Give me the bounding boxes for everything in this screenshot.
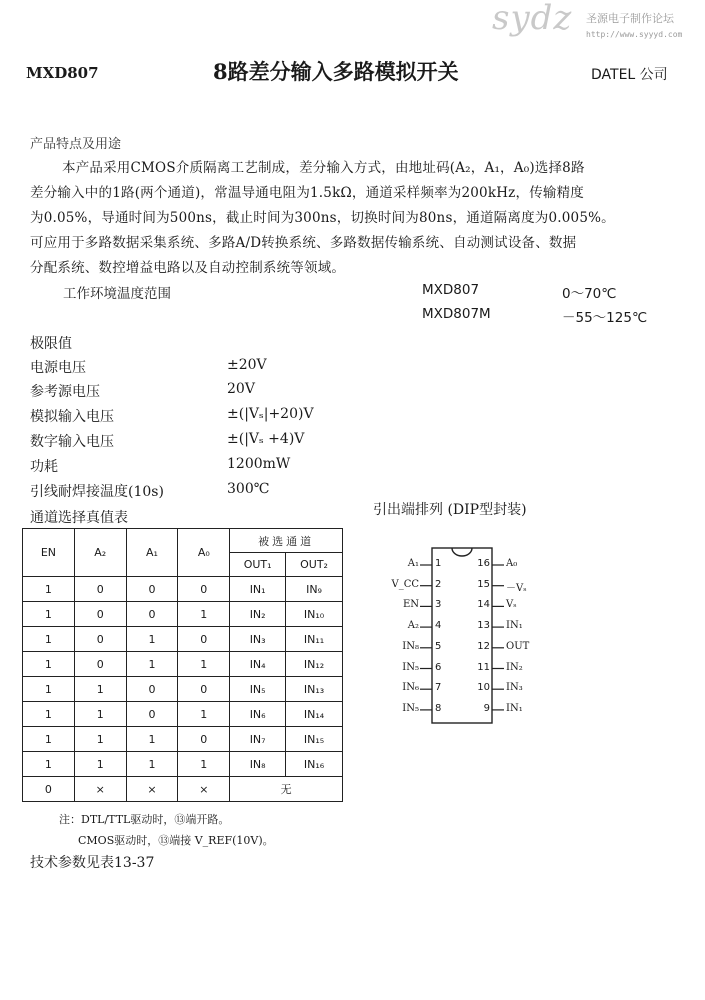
column-group-header: 被选通道 <box>230 529 343 553</box>
table-cell: 0 <box>178 577 230 602</box>
table-cell: IN₁₂ <box>286 652 343 677</box>
table-row <box>23 627 343 652</box>
watermark-site-name: 圣源电子制作论坛 <box>586 12 674 25</box>
table-cell: IN₁₃ <box>286 677 343 702</box>
limit-value: ±(|Vₛ +4)V <box>227 431 305 447</box>
table-cell: 0 <box>178 627 230 652</box>
pin-name: －Vₛ <box>506 582 527 594</box>
watermark-url: http://www.syyyd.com <box>586 30 683 39</box>
table-cell: 1 <box>23 752 75 777</box>
table-cell: IN₁₁ <box>286 627 343 652</box>
table-cell: 0 <box>126 577 178 602</box>
pin-name: V_CC <box>391 578 419 590</box>
table-row <box>23 602 343 627</box>
truth-table <box>22 528 343 802</box>
column-header: EN <box>23 529 75 577</box>
pin-number: 13 <box>477 620 490 632</box>
table-cell: 1 <box>126 627 178 652</box>
limit-value: 20V <box>227 381 255 397</box>
limit-label: 电源电压 <box>30 360 86 376</box>
temp-model: MXD807 <box>422 282 480 298</box>
features-heading: 产品特点及用途 <box>30 137 122 152</box>
table-cell: × <box>178 777 230 802</box>
table-cell: 1 <box>74 702 126 727</box>
pin-name: A₁ <box>407 558 419 569</box>
table-cell: IN₁₆ <box>286 752 343 777</box>
table-row <box>23 577 343 602</box>
limit-label: 模拟输入电压 <box>30 409 114 425</box>
temp-range: 0～70℃ <box>562 286 617 302</box>
pin-name: IN₈ <box>402 640 419 652</box>
table-cell: IN₁₅ <box>286 727 343 752</box>
pin-number: 7 <box>435 682 442 694</box>
table-cell: 1 <box>126 727 178 752</box>
company-name: DATEL 公司 <box>591 67 668 83</box>
table-cell: IN₁₀ <box>286 602 343 627</box>
pin-number: 12 <box>477 640 490 652</box>
table-cell: 1 <box>126 752 178 777</box>
table-cell: 1 <box>74 727 126 752</box>
pin-name: A₂ <box>407 620 419 632</box>
table-cell: IN₁ <box>230 577 286 602</box>
table-cell: 0 <box>126 702 178 727</box>
table-cell: IN₆ <box>230 702 286 727</box>
pin-number: 16 <box>477 558 490 569</box>
table-cell: 0 <box>178 677 230 702</box>
table-cell: 1 <box>126 652 178 677</box>
limit-value: 300℃ <box>227 481 270 497</box>
table-cell: IN₅ <box>230 677 286 702</box>
table-row <box>23 727 343 752</box>
pin-number: 5 <box>435 640 442 652</box>
pin-name: IN₃ <box>506 682 523 694</box>
table-cell: 1 <box>23 727 75 752</box>
table-cell: 1 <box>23 577 75 602</box>
table-cell: 1 <box>74 752 126 777</box>
pin-number: 4 <box>435 620 442 632</box>
pin-number: 9 <box>483 702 490 714</box>
truth-table-body <box>23 577 343 802</box>
note-line: CMOS驱动时，⑬端接 V_REF(10V)。 <box>78 834 274 847</box>
pin-name: IN₁ <box>506 620 523 632</box>
table-cell: IN₃ <box>230 627 286 652</box>
temp-model: MXD807M <box>422 306 491 322</box>
table-row <box>23 677 343 702</box>
table-cell: IN₂ <box>230 602 286 627</box>
limit-value: ±(|Vₛ|+20)V <box>227 406 314 422</box>
column-header: A₁ <box>126 529 178 577</box>
table-cell: 1 <box>74 677 126 702</box>
temp-range-label: 工作环境温度范围 <box>63 286 171 302</box>
pin-number: 11 <box>477 661 490 673</box>
pin-number: 1 <box>435 558 442 569</box>
table-cell: 1 <box>178 602 230 627</box>
table-cell: IN₇ <box>230 727 286 752</box>
table-cell: 0 <box>74 577 126 602</box>
table-cell: 0 <box>74 602 126 627</box>
pin-name: OUT <box>506 640 530 652</box>
table-row <box>23 752 343 777</box>
pin-name: EN <box>402 599 419 611</box>
pin-number: 10 <box>477 682 490 694</box>
table-cell: 0 <box>74 627 126 652</box>
column-header: OUT₂ <box>286 553 343 577</box>
table-cell: IN₈ <box>230 752 286 777</box>
limit-value: ±20V <box>227 357 267 373</box>
table-cell: 1 <box>23 702 75 727</box>
table-cell: × <box>74 777 126 802</box>
pinout-heading: 引出端排列 (DIP型封装) <box>373 502 527 518</box>
features-line: 为0.05%，导通时间为500ns，截止时间为300ns，切换时间为80ns，通道隔离度为0.005%。 <box>30 210 615 226</box>
features-line: 差分输入中的1路(两个通道)，常温导通电阻为1.5kΩ，通道采样频率为200kHz，传输精度 <box>30 185 584 201</box>
features-line: 分配系统、数控增益电路以及自动控制系统等领域。 <box>30 260 346 276</box>
column-header: A₂ <box>74 529 126 577</box>
pin-number: 3 <box>435 599 442 611</box>
table-cell: 0 <box>178 727 230 752</box>
table-cell: 1 <box>178 752 230 777</box>
features-line: 可应用于多路数据采集系统、多路A/D转换系统、多路数据传输系统、自动测试设备、数据 <box>30 235 577 251</box>
table-row <box>23 702 343 727</box>
limit-label: 功耗 <box>30 459 58 475</box>
table-cell: 0 <box>23 777 75 802</box>
pin-number: 6 <box>435 661 442 673</box>
model-number: MXD807 <box>26 64 99 82</box>
pin-number: 15 <box>477 578 490 590</box>
reference-text: 技术参数见表13-37 <box>30 855 155 871</box>
pin-number: 14 <box>477 599 490 611</box>
table-row <box>23 777 343 802</box>
pin-name: IN₅ <box>402 661 419 673</box>
limits-heading: 极限值 <box>30 336 72 352</box>
table-cell: 1 <box>23 677 75 702</box>
table-cell: 0 <box>126 602 178 627</box>
page-title: 8路差分输入多路模拟开关 <box>213 59 459 84</box>
dip-package-diagram <box>380 535 570 725</box>
watermark-logo: sydz <box>492 0 573 38</box>
table-cell: 0 <box>74 652 126 677</box>
table-cell: 1 <box>23 652 75 677</box>
watermark <box>486 2 703 48</box>
table-cell: × <box>126 777 178 802</box>
features-line: 本产品采用CMOS介质隔离工艺制成，差分输入方式，由地址码(A₂，A₁，A₀)选择8路 <box>62 160 585 176</box>
pin-name: IN₅ <box>402 702 419 714</box>
note-line: 注：DTL/TTL驱动时，⑬端开路。 <box>59 813 230 826</box>
pin-name: Vₛ <box>506 599 517 611</box>
pin-name: A₀ <box>506 558 518 569</box>
table-cell: 无 <box>230 777 343 802</box>
table-cell: IN₄ <box>230 652 286 677</box>
column-header: OUT₁ <box>230 553 286 577</box>
table-cell: 1 <box>178 702 230 727</box>
pin-name: IN₂ <box>506 661 523 673</box>
table-cell: IN₉ <box>286 577 343 602</box>
table-cell: 1 <box>178 652 230 677</box>
table-cell: 1 <box>23 602 75 627</box>
pin-name: IN₆ <box>402 682 419 694</box>
limit-label: 参考源电压 <box>30 384 100 400</box>
table-cell: IN₁₄ <box>286 702 343 727</box>
column-header: A₀ <box>178 529 230 577</box>
table-cell: 0 <box>126 677 178 702</box>
pin-number: 2 <box>435 578 442 590</box>
temp-range: －55～125℃ <box>562 310 648 326</box>
table-cell: 1 <box>23 627 75 652</box>
pin-name: IN₁ <box>506 702 523 714</box>
truth-table-heading: 通道选择真值表 <box>30 510 128 526</box>
table-row <box>23 652 343 677</box>
limit-value: 1200mW <box>227 456 291 472</box>
pin-number: 8 <box>435 702 442 714</box>
limit-label: 引线耐焊接温度(10s) <box>30 484 164 500</box>
limit-label: 数字输入电压 <box>30 434 114 450</box>
